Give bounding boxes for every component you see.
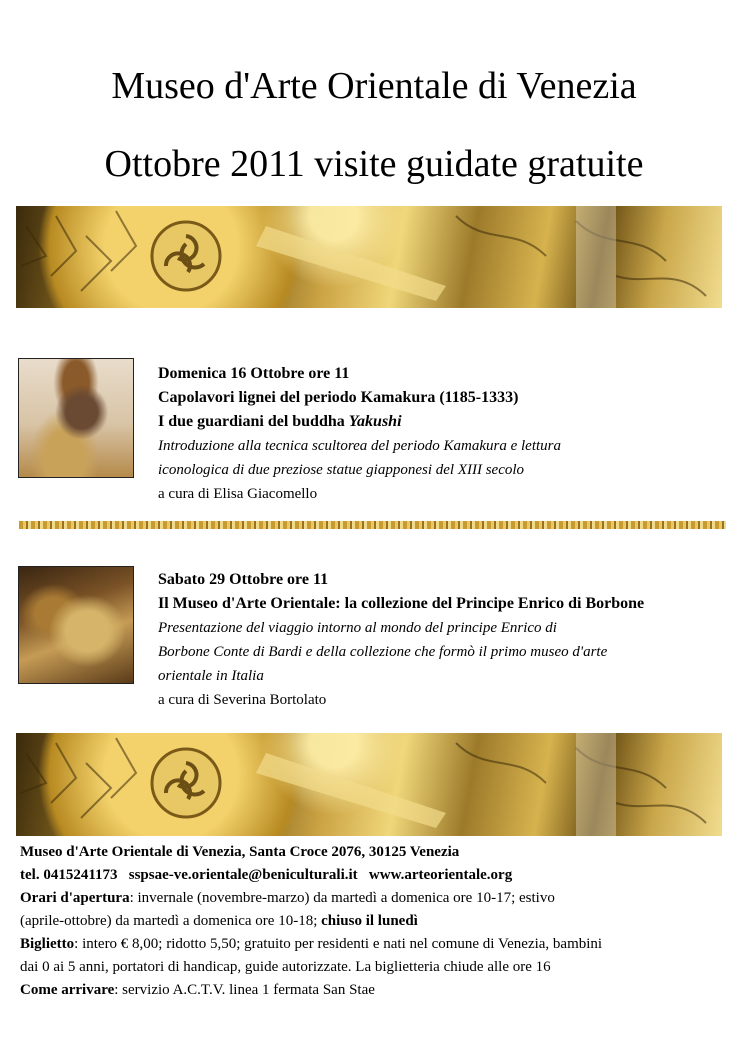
museum-contacts: tel. 0415241173 sspsae-ve.orientale@beniculturali.it www.arteorientale.org: [20, 867, 513, 883]
lacquer-ship-image: [18, 566, 134, 684]
event-description-line: Introduzione alla tecnica scultorea del periodo Kamakura e lettura: [158, 438, 561, 454]
closed-day: chiuso il lunedì: [321, 913, 418, 929]
decorative-banner-top: [16, 206, 722, 308]
opening-hours-cont: (aprile-ottobre) da martedì a domenica ore 10-18; chiuso il lunedì: [20, 913, 418, 929]
museum-address: Museo d'Arte Orientale di Venezia, Santa Croce 2076, 30125 Venezia: [20, 844, 460, 860]
event-curator: a cura di Severina Bortolato: [158, 692, 327, 708]
event-description-line: Borbone Conte di Bardi e della collezione che formò il primo museo d'arte: [158, 644, 608, 660]
event-curator: a cura di Elisa Giacomello: [158, 486, 318, 502]
event-description-line: iconologica di due preziose statue giapponesi del XIII secolo: [158, 462, 525, 478]
page-title: Museo d'Arte Orientale di Venezia: [111, 65, 637, 107]
directions: Come arrivare: servizio A.C.T.V. linea 1 fermata San Stae: [20, 982, 375, 998]
decorative-banner-bottom: [16, 733, 722, 836]
event-date: Sabato 29 Ottobre ore 11: [158, 571, 329, 588]
page-subtitle: Ottobre 2011 visite guidate gratuite: [104, 143, 644, 185]
event-2: [158, 568, 743, 712]
event-date: Domenica 16 Ottobre ore 11: [158, 365, 350, 382]
guardian-statue-image: [18, 358, 134, 478]
event-title: Il Museo d'Arte Orientale: la collezione del Principe Enrico di Borbone: [158, 595, 645, 612]
event-subtitle-italic: Yakushi: [348, 413, 402, 430]
event-1: [158, 362, 743, 506]
event-description-line: Presentazione del viaggio intorno al mondo del principe Enrico di: [158, 620, 557, 636]
museum-info: [20, 841, 720, 1002]
decorative-divider: [19, 521, 726, 529]
ticket-info-cont: dai 0 ai 5 anni, portatori di handicap, guide autorizzate. La biglietteria chiude alle ore 16: [20, 959, 551, 975]
event-subtitle: I due guardiani del buddha Yakushi: [158, 413, 402, 430]
ticket-info: Biglietto: intero € 8,00; ridotto 5,50; gratuito per residenti e nati nel comune di Venezia, bambini: [20, 936, 603, 952]
event-description-line: orientale in Italia: [158, 668, 264, 684]
event-title: Capolavori lignei del periodo Kamakura (1185-1333): [158, 389, 519, 406]
opening-hours: Orari d'apertura: invernale (novembre-marzo) da martedì a domenica ore 10-17; estivo: [20, 890, 555, 906]
banner-pattern: [16, 733, 722, 836]
banner-pattern: [16, 206, 722, 308]
